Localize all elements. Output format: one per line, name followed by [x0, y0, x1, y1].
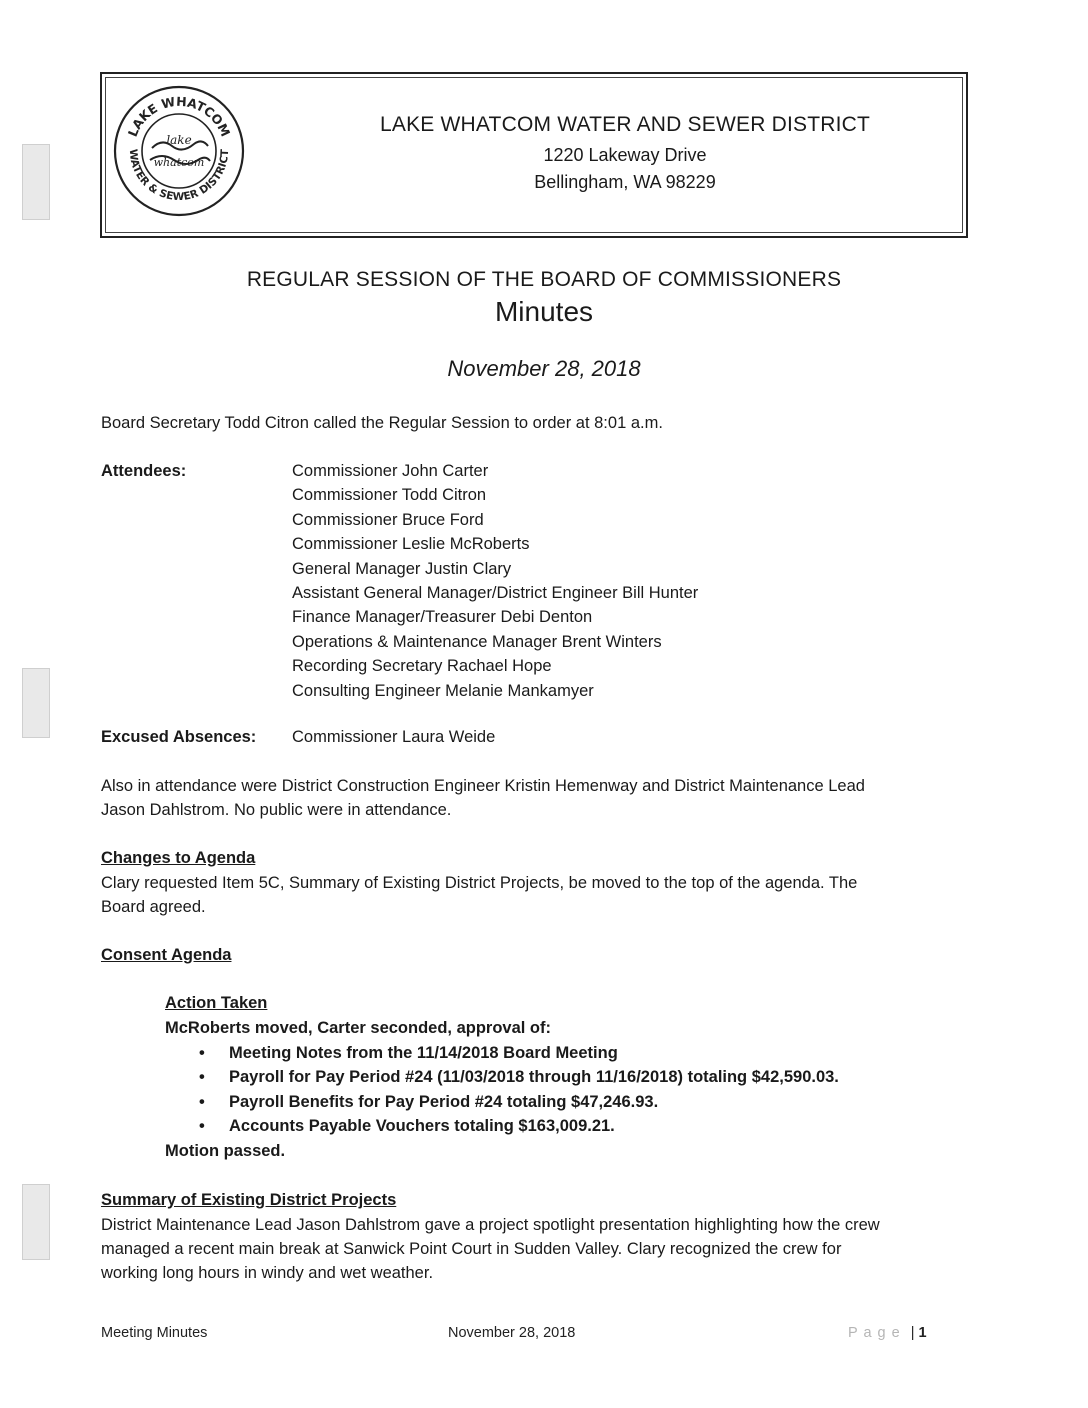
minutes-title: Minutes [494, 296, 594, 327]
also-attendance [101, 774, 865, 822]
action-taken-heading: Action Taken [165, 994, 268, 1012]
attendee: Recording Secretary Rachael Hope [292, 657, 552, 676]
attendee: Finance Manager/Treasurer Debi Denton [292, 608, 593, 627]
attendee: Consulting Engineer Melanie Mankamyer [292, 681, 594, 700]
attendees-label: Attendees: [101, 462, 187, 480]
changes-line: Board agreed. [101, 898, 206, 916]
consent-motion: McRoberts moved, Carter seconded, approval of: [165, 1019, 552, 1037]
page-separator: | [910, 1325, 915, 1341]
consent-item: • Meeting Notes from the 11/14/2018 Board Meeting [165, 1041, 839, 1065]
consent-item: • Accounts Payable Vouchers totaling $163,009.21. [165, 1114, 839, 1138]
also-attendance-line: Jason Dahlstrom. No public were in attendance. [101, 801, 452, 819]
summary-heading: Summary of Existing District Projects [101, 1191, 397, 1209]
changes-heading: Changes to Agenda [101, 849, 256, 867]
address-city: Bellingham, WA 98229 [534, 172, 716, 192]
motion-result: Motion passed. [165, 1142, 286, 1160]
org-name: LAKE WHATCOM WATER AND SEWER DISTRICT [379, 113, 871, 136]
summary-line: managed a recent main break at Sanwick Point Court in Sudden Valley. Clary recognized the crew for [101, 1240, 842, 1258]
footer-date: November 28, 2018 [448, 1325, 576, 1341]
consent-item: • Payroll Benefits for Pay Period #24 totaling $47,246.93. [165, 1090, 839, 1114]
page-label: P a g e [848, 1325, 901, 1341]
address-street: 1220 Lakeway Drive [543, 145, 707, 165]
margin-mark-top [22, 144, 50, 220]
attendee: Commissioner Leslie McRoberts [292, 535, 530, 554]
attendee: Commissioner Todd Citron [292, 486, 487, 505]
margin-mark-bottom [22, 1184, 50, 1260]
org-address [345, 142, 905, 196]
changes-body [101, 871, 857, 919]
attendee: Assistant General Manager/District Engineer Bill Hunter [292, 583, 699, 602]
logo-lake-text: lake [166, 133, 192, 147]
changes-line: Clary requested Item 5C, Summary of Existing District Projects, be moved to the top of the agenda. The [101, 874, 858, 892]
logo-bottom-text: WATER & SEWER DISTRICT [126, 148, 232, 204]
logo-whatcom-text: whatcom [153, 156, 205, 169]
logo-top-text: LAKE WHATCOM [124, 93, 234, 139]
footer-left: Meeting Minutes [101, 1325, 208, 1341]
summary-line: working long hours in windy and wet weather. [101, 1264, 434, 1282]
attendees-list [292, 459, 698, 703]
consent-items [165, 1041, 839, 1139]
attendee: Operations & Maintenance Manager Brent Winters [292, 632, 662, 651]
excused-value: Commissioner Laura Weide [292, 728, 496, 746]
attendee: Commissioner Bruce Ford [292, 510, 484, 529]
excused-label: Excused Absences: [101, 728, 257, 746]
session-title: REGULAR SESSION OF THE BOARD OF COMMISSIONERS [246, 268, 842, 291]
consent-item: • Payroll for Pay Period #24 (11/03/2018 through 11/16/2018) totaling $42,590.03. [165, 1065, 839, 1089]
meeting-date: November 28, 2018 [447, 356, 641, 381]
consent-heading: Consent Agenda [101, 946, 232, 964]
footer-page [848, 1325, 927, 1341]
call-to-order: Board Secretary Todd Citron called the Regular Session to order at 8:01 a.m. [101, 414, 663, 432]
summary-body [101, 1213, 880, 1285]
district-logo [112, 84, 246, 218]
attendee: General Manager Justin Clary [292, 559, 512, 578]
summary-line: District Maintenance Lead Jason Dahlstrom gave a project spotlight presentation highlighting how the crew [101, 1216, 880, 1234]
page-number: 1 [918, 1325, 927, 1341]
margin-mark-middle [22, 668, 50, 738]
attendee: Commissioner John Carter [292, 462, 489, 480]
also-attendance-line: Also in attendance were District Construction Engineer Kristin Hemenway and District Maintenance Lead [101, 777, 865, 795]
